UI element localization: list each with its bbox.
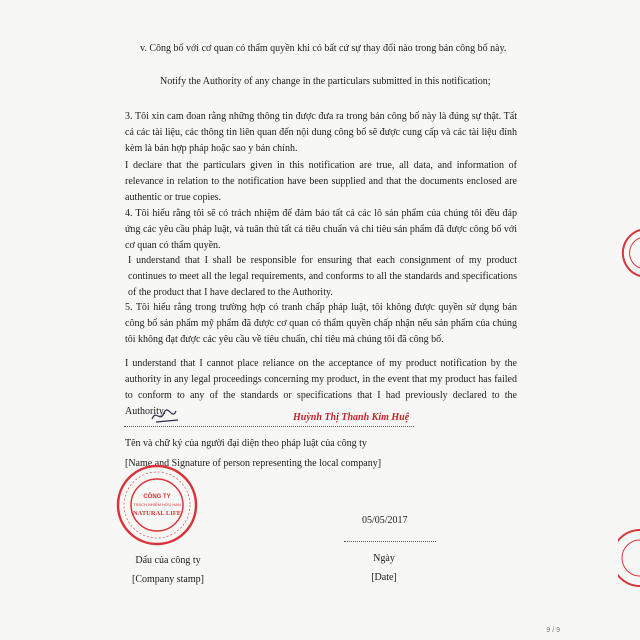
item-5-vietnamese: 5. Tôi hiểu rằng trong trường hợp có tranh chấp pháp luật, tôi không được quyền sử dụng bản công bố sản phẩm mỹ phẩm đã được cơ quan có thẩm quyền chấp nhận nếu sản phẩm của chúng tôi không đạt được các yêu cầu về tiêu chuẩn, chỉ tiêu mà chúng tôi đã công bố.: [125, 302, 517, 345]
signature-label-vietnamese: Tên và chữ ký của người đại diện theo pháp luật của công ty: [125, 438, 367, 449]
date-label-vietnamese: Ngày: [373, 553, 395, 564]
item-4-english: I understand that I shall be responsible for ensuring that each consignment of my product continues to meet all the legal requirements, and conforms to all the standards and specifications of the product that I have declared to the Authority.: [128, 255, 517, 298]
date-value: 05/05/2017: [362, 515, 408, 526]
signature-line: [124, 426, 414, 427]
edge-stamp-top: [618, 228, 640, 278]
item-v-vietnamese: v. Công bố với cơ quan có thẩm quyền khi có bất cứ sự thay đổi nào trong bản công bố này.: [140, 43, 507, 54]
stamp-line-3: NATURAL LIFE: [132, 510, 182, 517]
page-number: 9 / 9: [546, 627, 560, 634]
item-5-english: I understand that I cannot place reliance on the acceptance of my product notification by the authority in any legal proceedings concerning my product, in the event that my product has failed to conform to any of the standards or specifications that I had previously declared to the Authority.: [125, 358, 517, 417]
date-label-english: [Date]: [371, 572, 397, 583]
signature-scribble: [148, 405, 188, 427]
item-3-english: I declare that the particulars given in this notification are true, all data, and information of relevance in relation to the notification have been supplied and that the documents enclosed are authentic or true copies.: [125, 160, 517, 203]
stamp-line-1: CÔNG TY: [143, 494, 171, 500]
stamp-label-english: [Company stamp]: [132, 574, 204, 585]
signer-name: Huỳnh Thị Thanh Kim Huệ: [293, 412, 410, 423]
company-stamp: [116, 464, 198, 546]
item-4-vietnamese: 4. Tôi hiểu rằng tôi sẽ có trách nhiệm để đảm bảo tất cả các lô sản phẩm của chúng tôi đều đáp ứng các yêu cầu pháp luật, và tuân thủ tất cả tiêu chuẩn và chỉ tiêu sản phẩm đã được công bố với cơ quan có thẩm quyền.: [125, 208, 517, 251]
signature-label-english: [Name and Signature of person representing the local company]: [125, 458, 382, 469]
item-v-english: Notify the Authority of any change in the particulars submitted in this notification;: [160, 76, 491, 87]
date-line: [344, 541, 436, 542]
edge-stamp-bottom: [618, 528, 640, 588]
item-3-vietnamese: 3. Tôi xin cam đoan rằng những thông tin được đưa ra trong bản công bố này là đúng sự thật. Tất cả các tài liệu, các thông tin liên quan đến nội dung công bố sẽ được cung cấp và các tài liệu đính kèm là bản hợp pháp hoặc sao y bản chính.: [125, 111, 517, 154]
stamp-line-2: TRÁCH NHIỆM HỮU HẠN: [133, 502, 181, 507]
stamp-label-vietnamese: Dấu của công ty: [135, 555, 201, 566]
